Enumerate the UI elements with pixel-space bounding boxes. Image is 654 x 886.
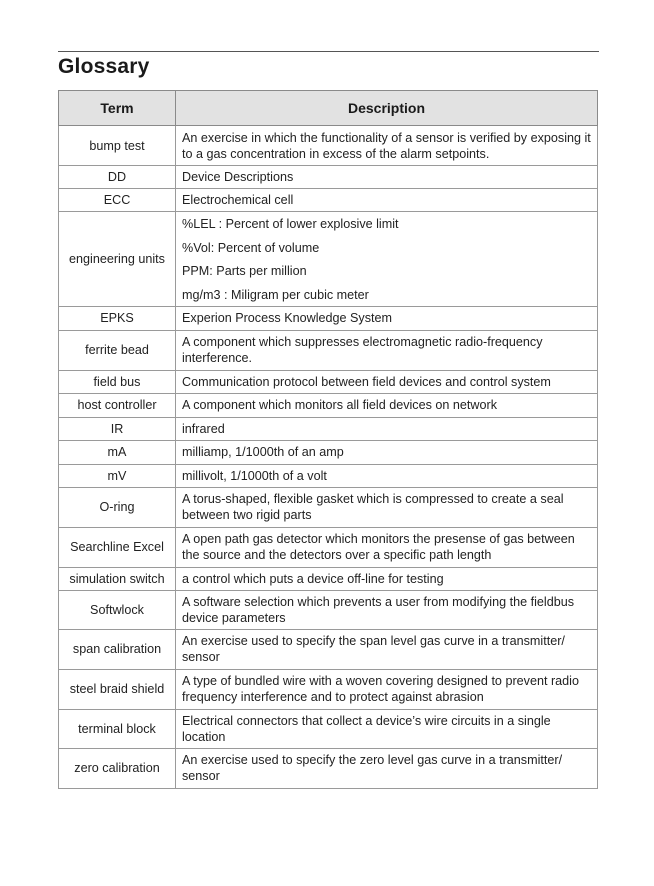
- unit-line: %LEL : Percent of lower explosive limit: [182, 217, 399, 231]
- description-cell: A software selection which prevents a user from modifying the fieldbus device parameters: [176, 590, 598, 629]
- unit-line: mg/m3 : Miligram per cubic meter: [182, 287, 369, 302]
- table-row: [59, 527, 598, 567]
- table-header-row: [59, 91, 598, 126]
- unit-line: PPM: Parts per million: [182, 264, 307, 278]
- term-cell: DD: [59, 166, 176, 189]
- table-row: [59, 487, 598, 527]
- term-cell: engineering units: [59, 212, 176, 307]
- description-cell: A type of bundled wire with a woven covering designed to prevent radio frequency interference and to protect against abrasion: [176, 669, 598, 709]
- description-cell: [176, 212, 598, 307]
- term-cell: Searchline Excel: [59, 527, 176, 567]
- description-cell: A open path gas detector which monitors the presense of gas between the source and the detectors over a specific path length: [176, 527, 598, 567]
- term-cell: Softwlock: [59, 590, 176, 629]
- term-cell: mV: [59, 464, 176, 487]
- description-cell: Electrical connectors that collect a device’s wire circuits in a single location: [176, 709, 598, 748]
- table-row: [59, 417, 598, 440]
- glossary-body: [59, 126, 598, 789]
- table-row: [59, 440, 598, 464]
- description-cell: An exercise used to specify the span level gas curve in a transmitter/ sensor: [176, 629, 598, 669]
- glossary-table: [58, 90, 598, 789]
- term-cell: EPKS: [59, 306, 176, 330]
- page-title: Glossary: [58, 55, 150, 78]
- term-cell: IR: [59, 417, 176, 440]
- table-row: [59, 212, 598, 307]
- description-cell: A component which suppresses electromagnetic radio-frequency interference.: [176, 330, 598, 370]
- description-cell: infrared: [176, 417, 598, 440]
- top-rule: [58, 51, 599, 52]
- term-cell: bump test: [59, 126, 176, 166]
- description-cell: Experion Process Knowledge System: [176, 306, 598, 330]
- table-row: [59, 330, 598, 370]
- description-cell: a control which puts a device off-line for testing: [176, 567, 598, 590]
- table-row: [59, 748, 598, 788]
- description-cell: millivolt, 1/1000th of a volt: [176, 464, 598, 487]
- description-column-header: Description: [176, 91, 598, 126]
- term-cell: mA: [59, 440, 176, 464]
- table-row: [59, 464, 598, 487]
- term-cell: simulation switch: [59, 567, 176, 590]
- term-cell: zero calibration: [59, 748, 176, 788]
- term-cell: terminal block: [59, 709, 176, 748]
- description-cell: Device Descriptions: [176, 166, 598, 189]
- term-cell: O-ring: [59, 487, 176, 527]
- table-row: [59, 393, 598, 417]
- term-cell: steel braid shield: [59, 669, 176, 709]
- table-row: [59, 370, 598, 393]
- term-cell: ferrite bead: [59, 330, 176, 370]
- unit-line: %Vol: Percent of volume: [182, 240, 320, 255]
- table-row: [59, 629, 598, 669]
- table-row: [59, 306, 598, 330]
- table-row: [59, 669, 598, 709]
- description-cell: A component which monitors all field devices on network: [176, 393, 598, 417]
- term-cell: span calibration: [59, 629, 176, 669]
- table-row: [59, 590, 598, 629]
- table-row: [59, 189, 598, 212]
- description-cell: A torus-shaped, flexible gasket which is compressed to create a seal between two rigid parts: [176, 487, 598, 527]
- table-row: [59, 709, 598, 748]
- term-cell: ECC: [59, 189, 176, 212]
- table-row: [59, 166, 598, 189]
- description-cell: milliamp, 1/1000th of an amp: [176, 440, 598, 464]
- term-cell: field bus: [59, 370, 176, 393]
- description-cell: Communication protocol between field devices and control system: [176, 370, 598, 393]
- table-row: [59, 567, 598, 590]
- term-column-header: Term: [59, 91, 176, 126]
- term-cell: host controller: [59, 393, 176, 417]
- description-cell: An exercise used to specify the zero level gas curve in a transmitter/ sensor: [176, 748, 598, 788]
- description-cell: Electrochemical cell: [176, 189, 598, 212]
- description-cell: An exercise in which the functionality of a sensor is verified by exposing it to a gas concentration in excess of the alarm setpoints.: [176, 126, 598, 166]
- table-row: [59, 126, 598, 166]
